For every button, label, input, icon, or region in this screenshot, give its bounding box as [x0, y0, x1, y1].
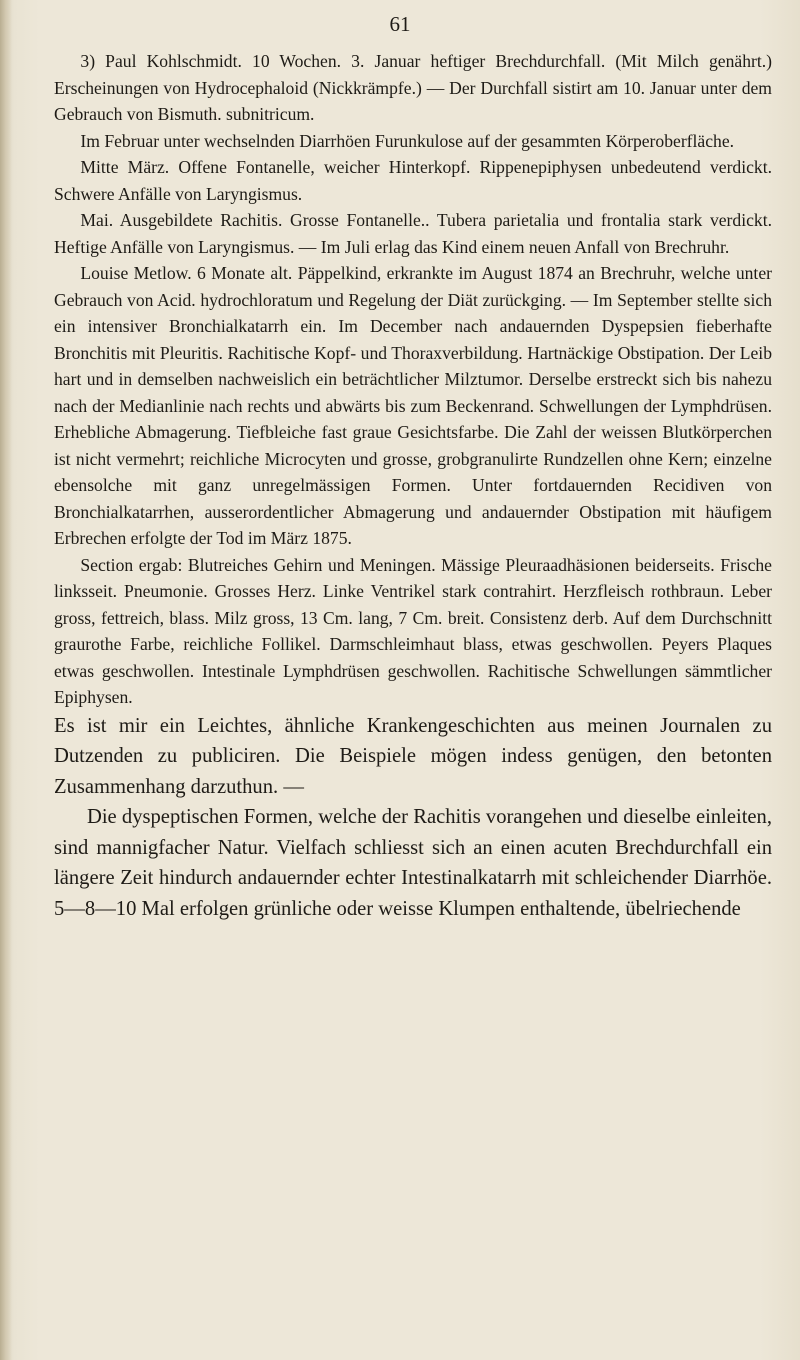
- case-paragraph: 3) Paul Kohlschmidt. 10 Wochen. 3. Januar heftiger Brechdurchfall. (Mit Milch genährt.) Erscheinungen von Hydrocephaloid (Nickkrämpfe.) — Der Durchfall sistirt am 10. Januar unter dem Gebrauch von Bismuth. subnitricum.: [54, 51, 772, 124]
- case-paragraph: Im Februar unter wechselnden Diarrhöen Furunkulose auf der gesammten Körperoberfläche.: [80, 130, 735, 151]
- main-paragraph: Es ist mir ein Leichtes, ähnliche Krankengeschichten aus meinen Journalen zu Dutzenden zu publiciren. Die Beispiele mögen indess genügen, den betonten Zusammenhang darzuthun. —: [54, 714, 772, 798]
- page-number: 61: [389, 12, 411, 36]
- body-text: [54, 48, 772, 924]
- case-paragraph: Mai. Ausgebildete Rachitis. Grosse Fontanelle.. Tubera parietalia und frontalia stark verdickt. Heftige Anfälle von Laryngismus. — Im Juli erlag das Kind einem neuen Anfall von Brechruhr.: [54, 210, 772, 257]
- case-paragraph: Louise Metlow. 6 Monate alt. Päppelkind, erkrankte im August 1874 an Brechruhr, welche unter Gebrauch von Acid. hydrochloratum und Regelung der Diät zurückging. — Im September stellte sich ein intensiver Bronchialkatarrh ein. Im December nach andauernden Dyspepsien fieberhafte Bronchitis mit Pleuritis. Rachitische Kopf- und Thoraxverbildung. Hartnäckige Obstipation. Der Leib hart und in demselben nachweislich ein beträchtlicher Milztumor. Derselbe erstreckt sich bis nahezu nach der Medianlinie nach rechts und abwärts bis zum Beckenrand. Schwellungen der Lymphdrüsen. Erhebliche Abmagerung. Tiefbleiche fast graue Gesichtsfarbe. Die Zahl der weissen Blutkörperchen ist nicht vermehrt; reichliche Microcyten und grosse, grobgranulirte Rundzellen ohne Kern; einzelne ebensolche mit ganz unregelmässigen Formen. Unter fortdauernden Recidiven von Bronchialkatarrhen, ausserordentlicher Abmagerung und andauernder Obstipation mit häufigem Erbrechen erfolgte der Tod im März 1875.: [54, 263, 772, 548]
- binding-edge: [0, 0, 12, 1360]
- case-paragraph: Mitte März. Offene Fontanelle, weicher Hinterkopf. Rippenepiphysen unbedeutend verdickt. Schwere Anfälle von Laryngismus.: [54, 157, 772, 204]
- main-text: [54, 711, 772, 925]
- case-reports: [54, 48, 772, 711]
- main-paragraph: Die dyspeptischen Formen, welche der Rachitis vorangehen und dieselbe einleiten, sind mannigfacher Natur. Vielfach schliesst sich an einen acuten Brechdurchfall ein längere Zeit hindurch andauernder echter Intestinalkatarrh mit schleichender Diarrhöe. 5—8—10 Mal erfolgen grünliche oder weisse Klumpen enthaltende, übelriechende: [54, 806, 772, 920]
- case-paragraph: Section ergab: Blutreiches Gehirn und Meningen. Mässige Pleuraadhäsionen beiderseits. Frische linksseit. Pneumonie. Grosses Herz. Linke Ventrikel stark contrahirt. Herzfleisch rothbraun. Leber gross, fettreich, blass. Milz gross, 13 Cm. lang, 7 Cm. breit. Consistenz derb. Auf dem Durchschnitt graurothe Farbe, reichliche Follikel. Darmschleimhaut blass, etwas geschwollen. Peyers Plaques etwas geschwollen. Intestinale Lymphdrüsen geschwollen. Rachitische Schwellungen sämmtlicher Epiphysen.: [54, 554, 772, 707]
